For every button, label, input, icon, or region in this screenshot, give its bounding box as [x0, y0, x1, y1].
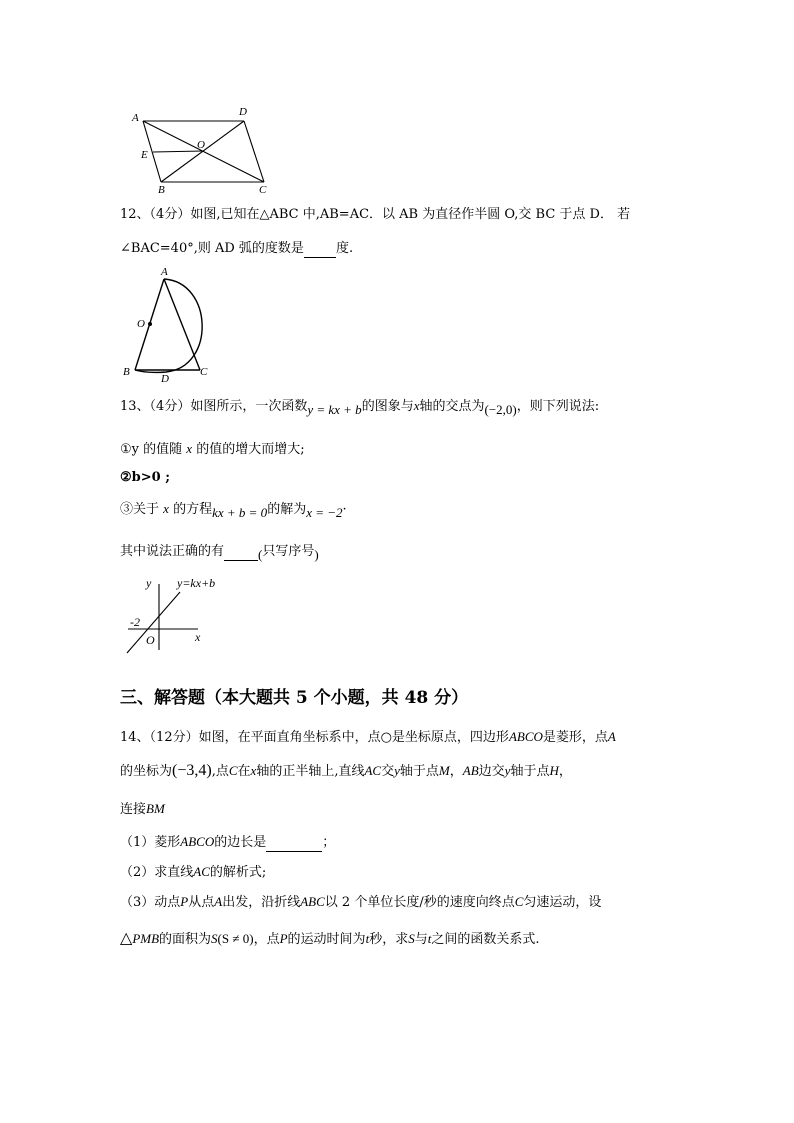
semicircle-arc [135, 279, 202, 372]
label-a: A [161, 266, 168, 278]
label-d: D [161, 373, 169, 384]
q14-part3-line2: △PMB的面积为S(S ≠ 0)，点P的运动时间为t秒，求S与t之间的函数关系式. [120, 930, 540, 947]
label-b: B [123, 366, 130, 378]
origin-label: O [146, 633, 155, 647]
label-a: A [132, 112, 139, 124]
q14-line3: 连接BM [120, 801, 165, 817]
label-o: O [197, 139, 205, 151]
q13-answer-blank[interactable] [224, 542, 258, 561]
q12-answer-blank[interactable] [304, 239, 336, 258]
q14-line1: 14、（12分）如图，在平面直角坐标系中，点○是坐标原点，四边形ABCO是菱形，点A [120, 729, 616, 745]
label-c: C [259, 184, 267, 196]
semicircle-figure [118, 262, 218, 384]
section-heading: 三、解答题（本大题共 5 个小题，共 48 分） [120, 688, 469, 708]
q13-item1: ①y 的值随 x 的值的增大而增大; [120, 441, 305, 457]
parallelogram-figure [128, 104, 278, 196]
center-o-dot [148, 322, 152, 326]
q14-part3: （3）动点P从点A出发，沿折线ABC以 2 个单位长度/秒的速度向终点C匀速运动，设 [120, 894, 602, 910]
x-axis-label: x [195, 630, 201, 644]
function-label: y=kx+b [177, 576, 216, 590]
side-ac [164, 279, 200, 370]
y-axis-label: y [146, 576, 152, 590]
segment-eo [153, 151, 203, 152]
q13-item2: ②b>0 ; [120, 470, 171, 485]
q14-part1: （1）菱形ABCO的边长是 ； [120, 834, 336, 850]
q12-line2: ∠BAC=40°,则 AD 弧的度数是 度. [120, 241, 354, 256]
q13-answer: 其中说法正确的有 (只写序号) [120, 544, 319, 562]
q12-line1: 12、（4分）如图,已知在△ABC 中,AB=AC．以 AB 为直径作半圆 O,交 BC 于点 D． 若 [120, 207, 631, 222]
linear-graph-figure [118, 570, 228, 660]
intercept-label: -2 [130, 615, 140, 629]
label-o: O [137, 318, 145, 330]
label-d: D [239, 106, 247, 118]
q14-part2: （2）求直线AC的解析式; [120, 864, 267, 880]
label-e: E [141, 149, 148, 161]
label-b: B [158, 184, 165, 196]
label-c: C [200, 366, 208, 378]
q14-answer-blank[interactable] [266, 833, 322, 852]
q13-line1: 13、（4分）如图所示，一次函数y = kx + b的图象与x轴的交点为(−2,0)，则下列说法: [120, 398, 600, 417]
q14-line2: 的坐标为(−3,4),点C在x轴的正半轴上,直线AC交y轴于点M，AB边交y轴于点H， [120, 762, 572, 779]
q13-item3: ③关于 x 的方程kx + b = 0的解为x = −2· [120, 501, 347, 520]
